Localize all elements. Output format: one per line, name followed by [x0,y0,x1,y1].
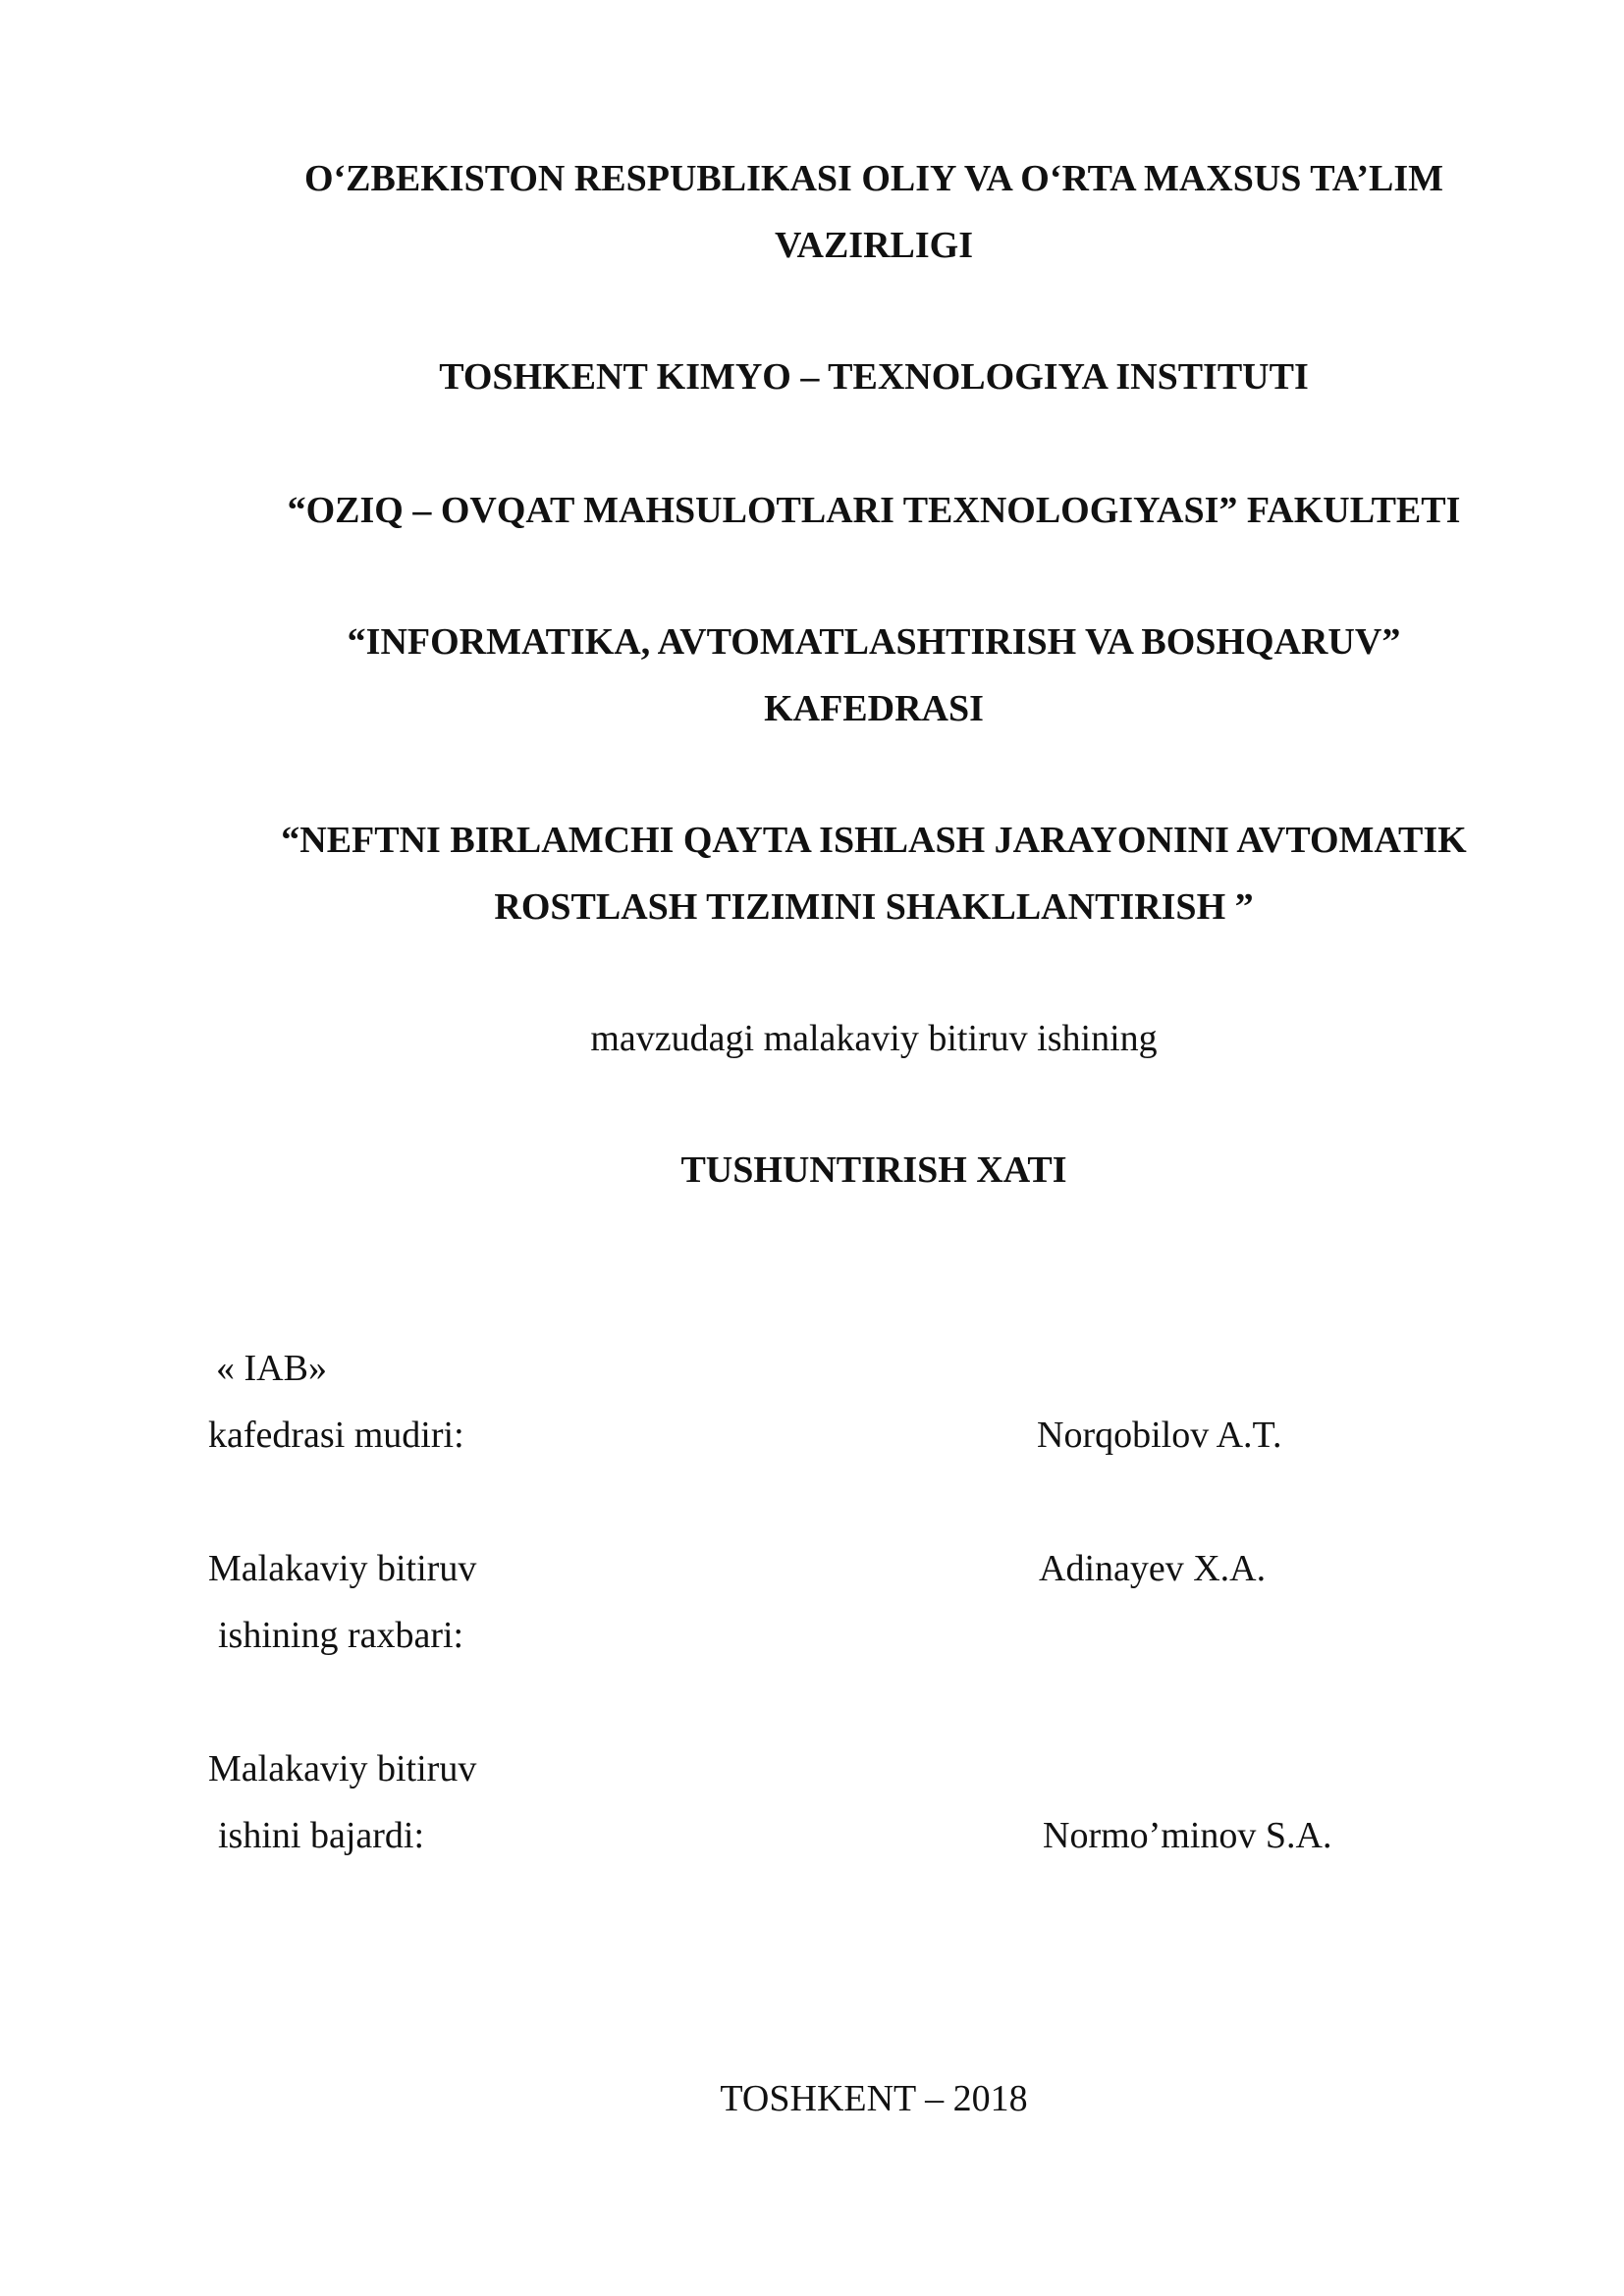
topic-line-1: “NEFTNI BIRLAMCHI QAYTA ISHLASH JARAYONINI AVTOMATIK [281,820,1467,861]
document-type: TUSHUNTIRISH XATI [680,1149,1067,1191]
head-name: Norqobilov A.T. [1037,1415,1282,1456]
supervisor-name: Adinayev X.A. [1039,1548,1267,1589]
supervisor-label-line-2: ishining raxbari: [218,1615,464,1656]
head-label-line-1: « IAB» [216,1348,327,1389]
topic-line-2: ROSTLASH TIZIMINI SHAKLLANTIRISH ” [494,886,1254,928]
institute-name: TOSHKENT KIMYO – TEXNOLOGIYA INSTITUTI [439,356,1309,398]
head-label-line-2: kafedrasi mudiri: [208,1415,464,1456]
author-name: Normo’minov S.A. [1043,1815,1332,1856]
ministry-line-2: VAZIRLIGI [774,225,974,266]
supervisor-label-line-1: Malakaviy bitiruv [208,1548,477,1589]
faculty-name: “OZIQ – OVQAT MAHSULOTLARI TEXNOLOGIYASI” FAKULTETI [287,490,1461,531]
department-line-2: KAFEDRASI [764,688,984,729]
city-year: TOSHKENT – 2018 [720,2078,1028,2119]
author-label-line-2: ishini bajardi: [218,1815,425,1856]
ministry-line-1: O‘ZBEKISTON RESPUBLIKASI OLIY VA O‘RTA MAXSUS TA’LIM [303,158,1444,199]
department-line-1: “INFORMATIKA, AVTOMATLASHTIRISH VA BOSHQARUV” [347,621,1401,663]
topic-subtitle: mavzudagi malakaviy bitiruv ishining [590,1018,1158,1059]
author-label-line-1: Malakaviy bitiruv [208,1748,477,1789]
